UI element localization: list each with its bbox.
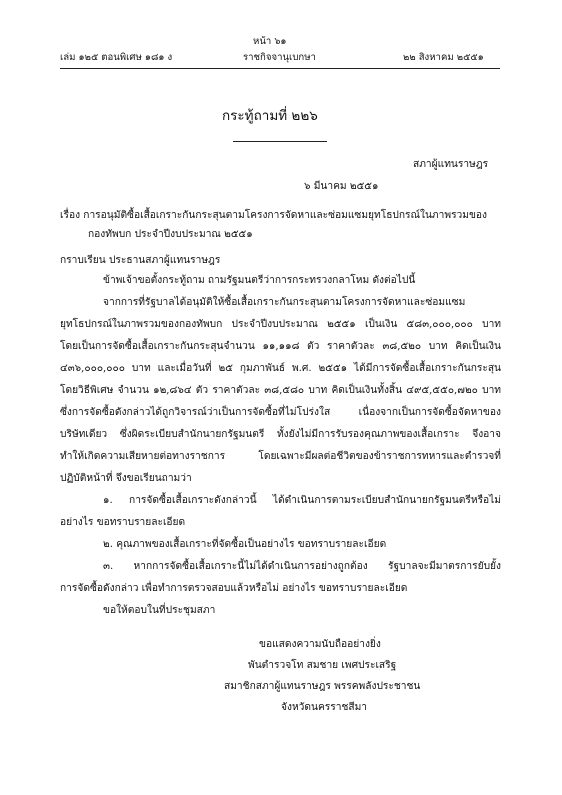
question-3: ๓. หากการจัดซื้อเสื้อเกราะนี้ไม่ได้ดำเนินการอย่างถูกต้อง รัฐบาลจะมีมาตรการยับยั้ง: [103, 561, 501, 572]
publication-date: ๒๒ สิงหาคม ๒๕๕๑: [403, 52, 484, 63]
subject-line-1: เรื่อง การอนุมัติซื้อเสื้อเกราะกันกระสุนตามโครงการจัดหาและซ่อมแซมยุทโธปกรณ์ในภาพรวมของ: [60, 210, 488, 221]
header-rule: [60, 68, 500, 69]
body-line: จากการที่รัฐบาลได้อนุมัติให้ซื้อเสื้อเกราะกันกระสุนตามโครงการจัดหาและซ่อมแซม: [103, 297, 466, 308]
page-number: หน้า ๖๑: [253, 36, 287, 47]
body-line: ๔๓๖,๐๐๐,๐๐๐ บาท และเมื่อวันที่ ๒๕ กุมภาพันธ์ พ.ศ. ๒๕๕๑ ได้มีการจัดซื้อเสื้อเกราะกันกระสุน: [60, 363, 501, 374]
gazette-name: ราชกิจจานุเบกษา: [243, 52, 316, 63]
body-line: โดยวิธีพิเศษ จำนวน ๑๒,๘๖๔ ตัว ราคาตัวละ ๓๘,๕๘๐ บาท คิดเป็นเงินทั้งสิ้น ๔๙๕,๕๕๐,๗๒๐ บาท: [60, 385, 501, 396]
body-line: บริษัทเดียว ซึ่งผิดระเบียบสำนักนายกรัฐมนตรี ทั้งยังไม่มีการรับรองคุณภาพของเสื้อเกราะ จึงอาจ: [60, 429, 501, 440]
sender: สภาผู้แทนราษฎร: [413, 159, 489, 170]
body-line: ยุทโธปกรณ์ในภาพรวมของกองทัพบก ประจำปีงบประมาณ ๒๕๕๑ เป็นเงิน ๕๘๓,๐๐๐,๐๐๐ บาท: [60, 319, 501, 330]
body-line: ทำให้เกิดความเสียหายต่อทางราชการ โดยเฉพาะมีผลต่อชีวิตของข้าราชการทหารและตำรวจที่: [60, 451, 501, 462]
body-line: โดยเป็นการจัดซื้อเสื้อเกราะกันกระสุนจำนวน ๑๑,๑๑๘ ตัว ราคาตัวละ ๓๘,๕๒๐ บาท คิดเป็นเงิน: [60, 341, 501, 352]
volume-issue: เล่ม ๑๒๕ ตอนพิเศษ ๑๘๑ ง: [60, 52, 173, 63]
title-underline: [233, 141, 327, 142]
subject-line-2: กองทัพบก ประจำปีงบประมาณ ๒๕๕๑: [88, 229, 253, 240]
sent-date: ๖ มีนาคม ๒๕๕๑: [304, 181, 379, 192]
document-title: กระทู้ถามที่ ๒๒๖: [222, 108, 318, 124]
signature-province: จังหวัดนครราชสีมา: [281, 702, 368, 713]
signature-position: สมาชิกสภาผู้แทนราษฎร พรรคพลังประชาชน: [224, 681, 421, 692]
salutation: กราบเรียน ประธานสภาผู้แทนราษฎร: [60, 255, 221, 266]
question-2: ๒. คุณภาพของเสื้อเกราะที่จัดซื้อเป็นอย่างไร ขอทราบรายละเอียด: [103, 539, 387, 550]
question-1: ๑. การจัดซื้อเสื้อเกราะดังกล่าวนี้ ได้ดำเนินการตามระเบียบสำนักนายกรัฐมนตรีหรือไม่: [103, 495, 501, 506]
signature-regards: ขอแสดงความนับถืออย่างยิ่ง: [259, 639, 381, 650]
closing-request: ขอให้ตอบในที่ประชุมสภา: [103, 605, 216, 616]
intro-paragraph: ข้าพเจ้าขอตั้งกระทู้ถาม ถามรัฐมนตรีว่าการกระทรวงกลาโหม ดังต่อไปนี้: [103, 275, 416, 286]
body-line: ซึ่งการจัดซื้อดังกล่าวได้ถูกวิจารณ์ว่าเป็นการจัดซื้อที่ไม่โปร่งใส เนื่องจากเป็นการจัดซื้อจัดหาของ: [60, 407, 501, 418]
signature-name: พันตำรวจโท สมชาย เพศประเสริฐ: [248, 660, 397, 671]
body-line: ปฏิบัติหน้าที่ จึงขอเรียนถามว่า: [60, 473, 192, 484]
question-3-cont: การจัดซื้อดังกล่าว เพื่อทำการตรวจสอบแล้วหรือไม่ อย่างไร ขอทราบรายละเอียด: [60, 583, 408, 594]
question-1-cont: อย่างไร ขอทราบรายละเอียด: [60, 517, 186, 528]
